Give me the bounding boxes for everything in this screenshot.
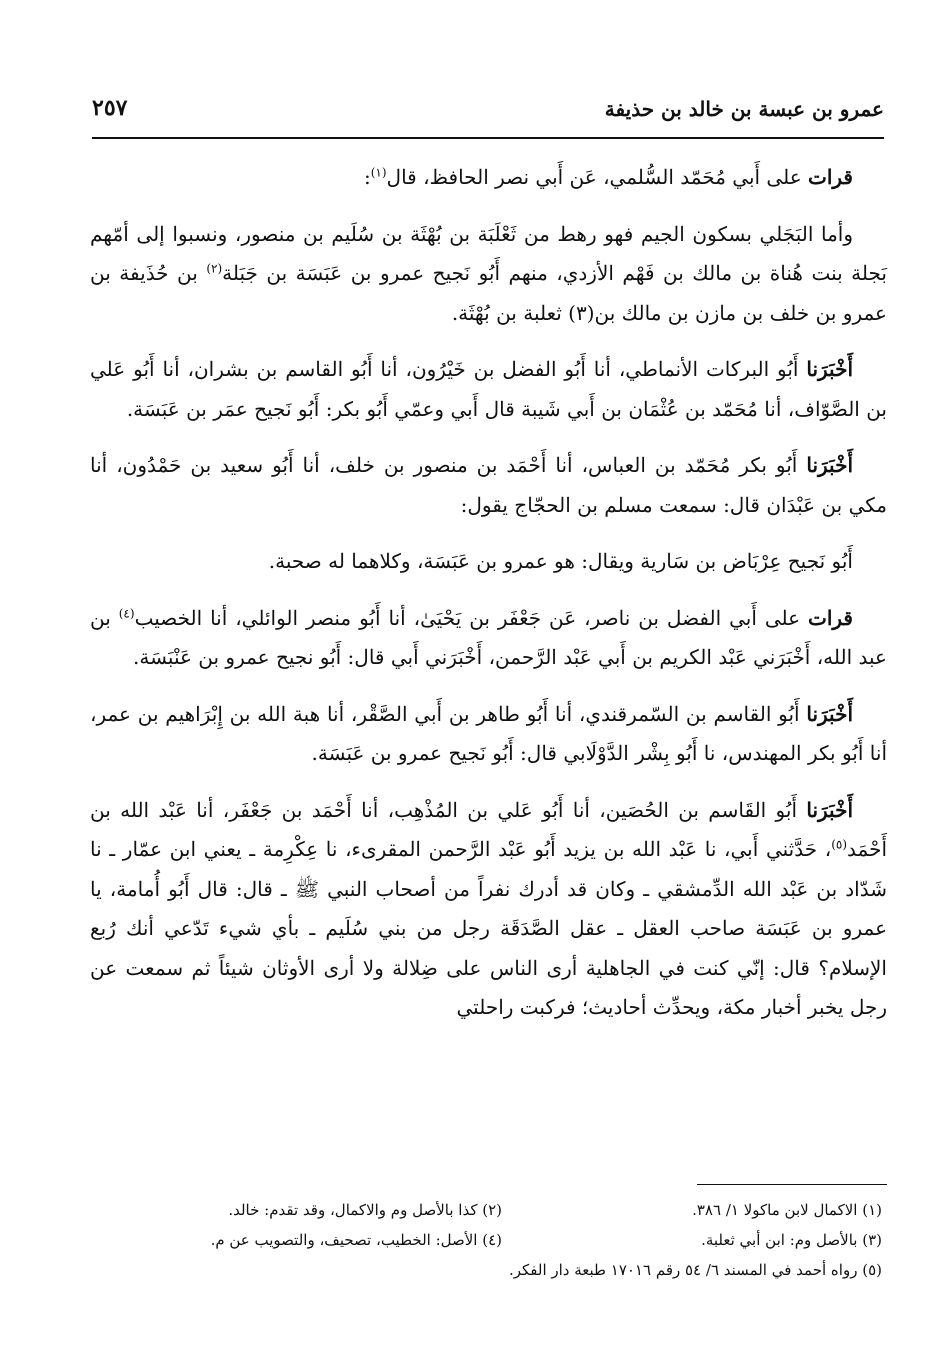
footnote-row [120,1255,882,1285]
footnote-row [120,1225,882,1255]
paragraph-text: أَبُو نَجيح عِرْبَاض بن سَارية ويقال: هو عمرو بن عَبَسَة، وكلاهما له صحبة. [268,549,853,573]
paragraph-tail: بن عبد الله، أَخْبَرَني عَبْد الكريم بن أَبي عَبْد الرَّحمن، أَخْبَرَني أَبي قال: أَبُو نجيح عمرو بن عَنْبَسَة. [90,605,887,669]
paragraph-lead: أَخْبَرَنا [806,701,853,726]
paragraph-3 [90,350,887,429]
paragraph-1 [90,158,887,198]
paragraph-2 [90,215,887,334]
paragraph-lead: قرات [808,165,853,189]
footnote-5: (٥) رواه أحمد في المسند ٦/ ٥٤ رقم ١٧٠١٦ طبعة دار الفكر. [508,1261,882,1279]
footnote-ref: (٤) [118,605,135,620]
paragraph-8 [90,791,887,1028]
page-header [92,93,884,133]
footnote-ref: (٥) [831,837,848,852]
footnote-ref: (١) [370,165,387,180]
paragraph-lead: قرات [808,605,853,630]
paragraph-tail: بن حُذَيفة بن عمرو بن خلف بن مازن بن مالك بن(٣) ثعلبة بن بُهْثَة. [90,261,887,325]
paragraph-tail: ، حَدَّثني أَبي، نا عَبْد الله بن يزيد أَبُو عَبْد الرَّحمن المقرىء، نا عِكْرِمة ـ يعني ابن عمّار ـ نا شَدّاد بن عَبْد الله الدِّمشقي ـ وكان قد أدرك نفراً من أصحاب النبي ﷺ ـ قال: قال أَبُو أُمامة، يا عمرو بن عَبَسَة صاحب العقل ـ عقل الصَّدَقَة رجل من بني سُلَيم ـ بأي شيء تَدّعي أنك رُبع الإسلام؟ قال: إنّي كنت في الجاهلية أرى الناس على ضِلالة ولا أرى الأوثان شيئاً ثم سمعت عن رجل يخبر أخبار مكة، ويحدِّث أحاديث؛ فركبت راحلتي [90,837,887,1019]
paragraph-tail: : [363,165,371,189]
footnote-rule [697,1184,887,1185]
paragraph-5 [90,542,887,582]
paragraph-text: على أَبي مُحَمّد السُّلمي، عَن أَبي نصر الحافظ، قال [386,165,809,189]
footnote-3: (٣) بالأصل وم: ابن أبي ثعلبة. [701,1231,882,1249]
footnote-row [120,1195,882,1225]
main-text [90,158,887,1045]
paragraph-text: أَبُو القَاسم بن الحُصَين، أنا أَبُو عَلي بن المُذْهِب، أنا أَحْمَد بن جَعْفَر، أنا عَبْد الله بن أَحْمَد [90,797,887,861]
paragraph-lead: أَخْبَرَنا [806,797,853,822]
footnote-4: (٤) الأصل: الخطيب، تصحيف، والتصويب عن م. [210,1231,502,1249]
footnote-2: (٢) كذا بالأصل وم والاكمال، وقد تقدم: خالد. [228,1201,502,1219]
paragraph-text: أَبُو البركات الأنماطي، أنا أَبُو الفضل بن خَيْرُون، أنا أَبُو القاسم بن بشران، أنا أَبُو عَلي بن الصَّوّاف، أنا مُحَمّد بن عُثْمَان بن أَبي شَيبة قال أَبي وعمّي أَبُو بكر: أَبُو نَجيح عمَر بن عَبَسَة. [90,357,887,421]
footnote-ref: (٢) [206,261,223,276]
paragraph-6 [90,599,887,678]
page-number: ٢٥٧ [92,95,128,121]
paragraph-lead: أَخْبَرَنا [806,453,853,477]
running-title: عمرو بن عبسة بن خالد بن حذيفة [604,97,884,121]
paragraph-text: وأما البَجَلي بسكون الجيم فهو رهط من ثَعْلَبَة بن بُهْثَة بن سُلَيم بن منصور، ونسبوا إلى أمّهم بَجلة بنت هُناة بن مالك بن فَهْم الأزدي، منهم أَبُو نَجيح عمرو بن عَبَسَة بن جَبَلة [90,221,888,285]
footnote-1: (١) الاكمال لابن ماكولا ١/ ٣٨٦. [692,1201,882,1219]
paragraph-4 [90,446,887,525]
paragraph-text: أَبُو بكر مُحَمّد بن العباس، أنا أَحْمَد بن منصور بن خلف، أنا أَبُو سعيد بن حَمْدُون، أنا مكي بن عَبْدَان قال: سمعت مسلم بن الحجّاج يقول: [90,453,887,517]
paragraph-7 [90,695,887,774]
paragraph-text: أَبُو القاسم بن السّمرقندي، أنا أَبُو طاهر بن أَبي الصَّقْر، أنا هبة الله بن إِبْرَاهيم بن عمر، أنا أَبُو بكر المهندس، نا أَبُو بِشْر الدَّوْلَابي قال: أَبُو نَجيح عمرو بن عَبَسَة. [90,701,887,765]
footnotes [120,1195,882,1285]
paragraph-lead: أَخْبَرَنا [806,357,853,381]
header-rule [92,137,884,139]
paragraph-text: على أَبي الفضل بن ناصر، عَن جَعْفَر بن يَحْيَىٰ، أنا أَبُو منصر الوائلي، أنا الخصيب [134,605,809,630]
